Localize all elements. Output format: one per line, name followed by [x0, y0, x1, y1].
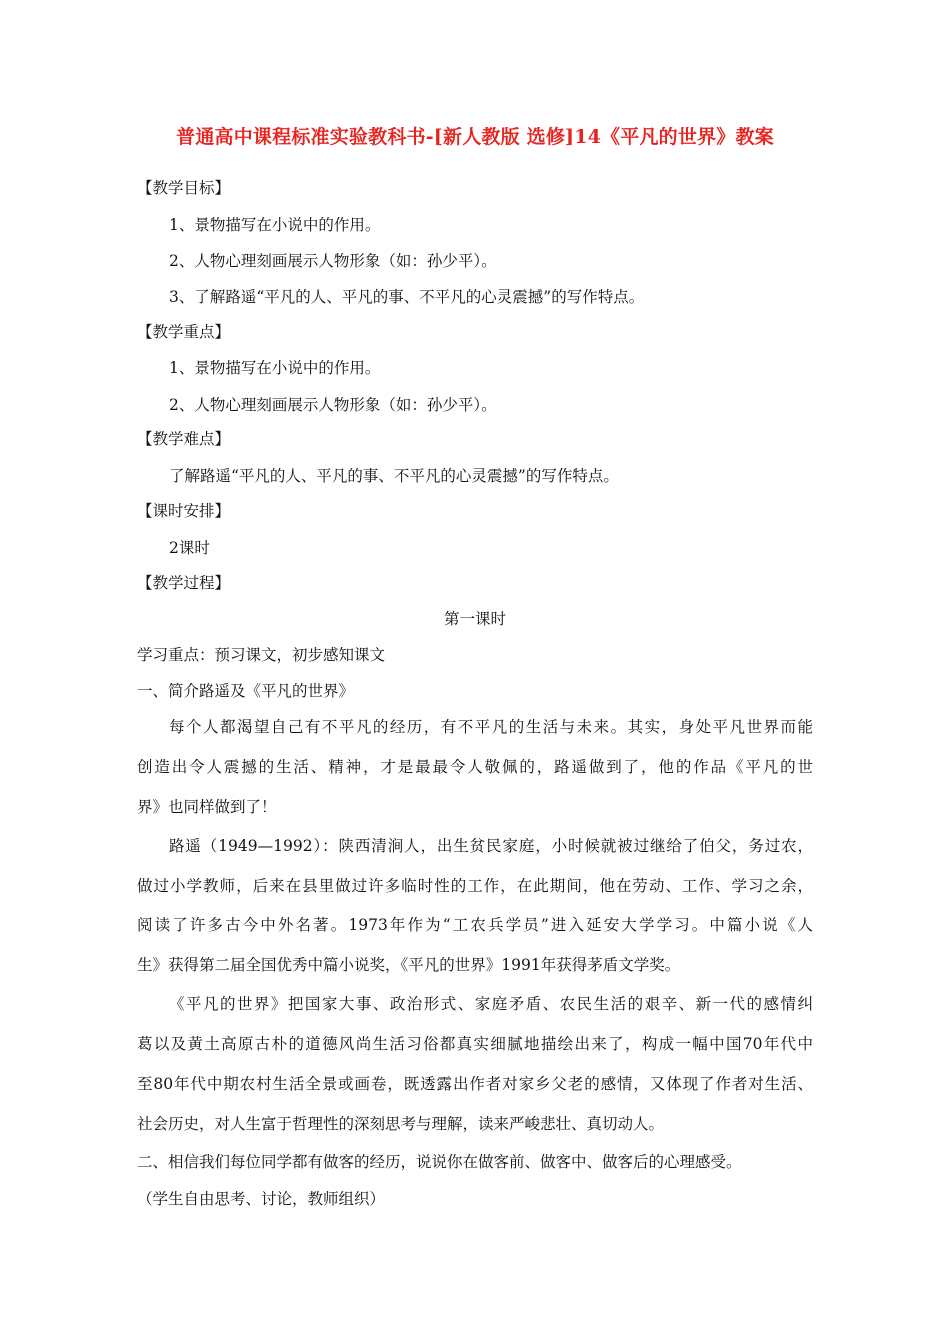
paragraph-1-line-1: 每个人都渴望自己有不平凡的经历，有不平凡的生活与未来。其实，身处平凡世界而能 [169, 718, 813, 736]
paragraph-2-line-2: 做过小学教师，后来在县里做过许多临时性的工作，在此期间，他在劳动、工作、学习之余， [137, 877, 813, 895]
lesson-1-focus: 学习重点：预习课文，初步感知课文 [137, 646, 386, 664]
goal-item-2: 2、人物心理刻画展示人物形象（如：孙少平）。 [169, 252, 497, 270]
part-2-note: （学生自由思考、讨论，教师组织） [137, 1190, 386, 1208]
part-2-heading: 二、相信我们每位同学都有做客的经历，说说你在做客前、做客中、做客后的心理感受。 [137, 1153, 742, 1171]
goal-item-1: 1、景物描写在小说中的作用。 [169, 216, 381, 234]
lesson-1-title: 第一课时 [443, 610, 506, 628]
document-title: 普通高中课程标准实验教科书-[新人教版 选修]14《平凡的世界》教案 [176, 126, 774, 148]
goal-item-3: 3、了解路遥“平凡的人、平凡的事、不平凡的心灵震撼”的写作特点。 [169, 288, 645, 306]
paragraph-3-line-1: 《平凡的世界》把国家大事、政治形式、家庭矛盾、农民生活的艰辛、新一代的感情纠 [169, 995, 813, 1013]
difficulty-text: 了解路遥“平凡的人、平凡的事、不平凡的心灵震撼”的写作特点。 [169, 467, 619, 485]
paragraph-2-line-4: 生》获得第二届全国优秀中篇小说奖，《平凡的世界》1991年获得茅盾文学奖。 [137, 956, 681, 974]
part-1-heading: 一、简介路遥及《平凡的世界》 [137, 682, 355, 700]
paragraph-1-line-3: 界》也同样做到了！ [137, 798, 277, 816]
paragraph-3-line-3: 至80年代中期农村生活全景或画卷，既透露出作者对家乡父老的感情，又体现了作者对生活、 [137, 1075, 813, 1093]
key-point-item-1: 1、景物描写在小说中的作用。 [169, 359, 381, 377]
paragraph-3-line-2: 葛以及黄土高原古朴的道德风尚生活习俗都真实细腻地描绘出来了，构成一幅中国70年代中 [137, 1035, 813, 1053]
paragraph-2-line-3: 阅读了许多古今中外名著。1973年作为“工农兵学员”进入延安大学学习。中篇小说《人 [137, 916, 813, 934]
key-points-heading: 【教学重点】 [137, 323, 231, 341]
difficulty-heading: 【教学难点】 [137, 430, 231, 448]
key-point-item-2: 2、人物心理刻画展示人物形象（如：孙少平）。 [169, 396, 497, 414]
paragraph-2-line-1: 路遥（1949—1992）：陕西清涧人，出生贫民家庭，小时候就被过继给了伯父，务过农， [169, 837, 813, 855]
process-heading: 【教学过程】 [137, 574, 231, 592]
schedule-heading: 【课时安排】 [137, 502, 231, 520]
paragraph-3-line-4: 社会历史，对人生富于哲理性的深刻思考与理解，读来严峻悲壮、真切动人。 [137, 1115, 665, 1133]
paragraph-1-line-2: 创造出令人震撼的生活、精神，才是最最令人敬佩的，路遥做到了，他的作品《平凡的世 [137, 758, 813, 776]
goals-heading: 【教学目标】 [137, 179, 231, 197]
schedule-text: 2课时 [169, 539, 210, 557]
